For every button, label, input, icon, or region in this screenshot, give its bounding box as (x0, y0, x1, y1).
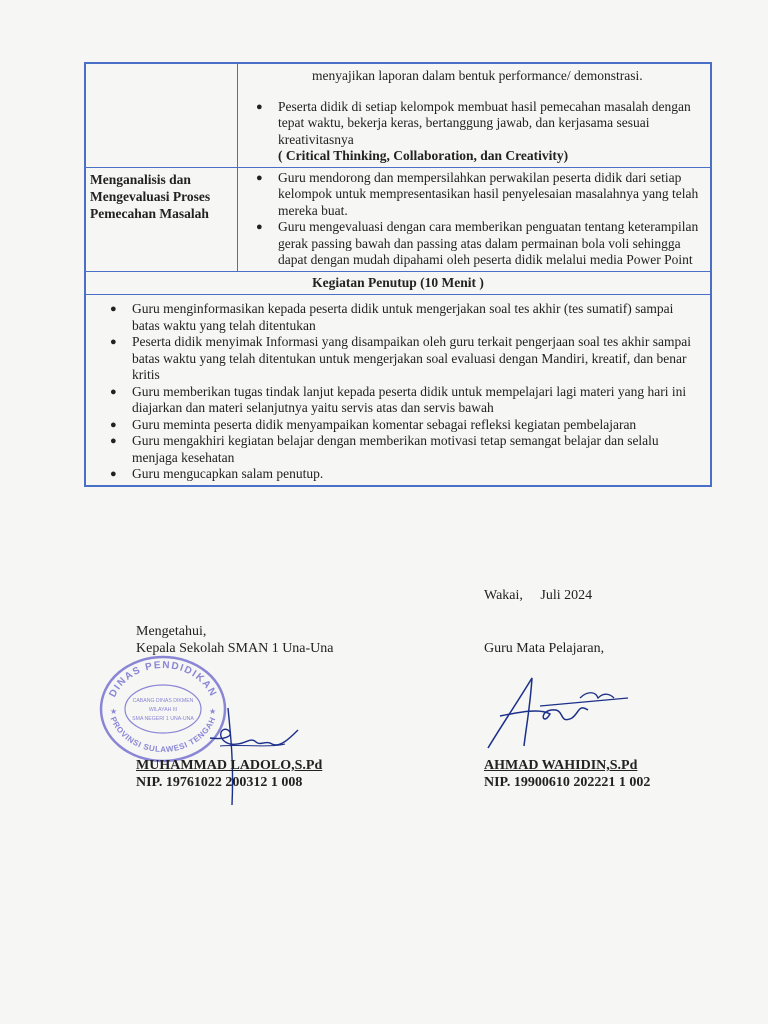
teacher-name: AHMAD WAHIDIN,S.Pd (484, 758, 638, 773)
known-label: Mengetahui, (136, 624, 207, 639)
table-row (86, 64, 710, 168)
stamp-line-2: WILAYAH III (148, 707, 178, 713)
place-date: Wakai, Juli 2024 (484, 588, 593, 603)
closing-title: Kegiatan Penutup (10 Menit ) (312, 274, 484, 290)
list-item-text: Peserta didik menyimak Informasi yang disampaikan oleh guru terkait pengerjaan soal tes akhir sampai batas waktu yang telah ditentukan untuk mengerjakan soal evaluasi dengan Mandiri, kreatif, dan benar kritis (132, 334, 691, 382)
list-item-text: Guru mengucapkan salam penutup. (132, 466, 324, 481)
bullet-icon: ● (256, 221, 263, 233)
table-row (86, 168, 710, 272)
list-item-text: Guru menginformasikan kepada peserta didik untuk mengerjakan soal tes akhir (tes sumatif) sampai batas waktu yang telah ditentukan (132, 301, 674, 333)
activity-list (252, 170, 704, 269)
list-item (252, 219, 704, 269)
list-item (106, 301, 704, 334)
teacher-nip: NIP. 19900610 202221 1 002 (484, 775, 651, 790)
bullet-icon: ● (110, 468, 117, 480)
list-item (106, 466, 704, 483)
teacher-role: Guru Mata Pelajaran, (484, 641, 605, 656)
list-item-text: Guru meminta peserta didik menyampaikan komentar sebagai refleksi kegiatan pembelajaran (132, 416, 637, 432)
list-item-text: Guru mengakhiri kegiatan belajar dengan memberikan motivasi tetap semangat belajar dan selalu menjaga kesehatan (132, 433, 659, 465)
list-item-text: Peserta didik di setiap kelompok membuat hasil pemecahan masalah dengan tepat waktu, bekerja keras, bertanggung jawab, dan kerjasama sesuai kreativitasnya (278, 98, 691, 147)
bullet-icon: ● (110, 336, 117, 348)
bullet-icon: ● (110, 435, 117, 447)
star-icon: ★ (209, 707, 217, 716)
list-item (106, 384, 704, 417)
list-item (106, 433, 704, 466)
bullet-icon: ● (256, 100, 263, 113)
activity-list (252, 99, 704, 149)
list-item (106, 334, 704, 384)
teacher-signature (480, 668, 630, 758)
headmaster-signature (190, 700, 310, 810)
activity-cell (238, 64, 710, 167)
star-icon: ★ (110, 707, 118, 716)
closing-cell (86, 295, 710, 485)
bullet-icon: ● (110, 418, 117, 431)
list-item-text: Guru mengevaluasi dengan cara memberikan penguatan tentang keterampilan gerak passing bawah dan passing atas dalam permainan bola voli sehingga dapat dengan mudah dipahami oleh peserta didik melalui media Power Point (278, 219, 699, 267)
continuation-text: menyajikan laporan dalam bentuk performance/ demonstrasi. (312, 68, 643, 83)
headmaster-role: Kepala Sekolah SMAN 1 Una-Una (136, 641, 334, 656)
activity-table (84, 62, 712, 487)
skills-text: ( Critical Thinking, Collaboration, dan Creativity) (278, 148, 569, 163)
list-item (252, 99, 704, 149)
closing-list (106, 301, 704, 483)
phase-cell: Menganalisis dan Mengevaluasi Proses Pemecahan Masalah (86, 168, 238, 271)
svg-text:DINAS PENDIDIKAN (107, 660, 218, 699)
table-row (86, 295, 710, 485)
stamp-outer-bottom: PROVINSI SULAWESI TENGAH (108, 715, 218, 755)
stamp-line-1: CABANG DINAS DIKMEN (132, 698, 194, 704)
stamp-line-3: SMA NEGERI 1 UNA-UNA (132, 716, 194, 722)
activity-cell (238, 168, 710, 271)
list-item-text: Guru mendorong dan mempersilahkan perwakilan peserta didik dari setiap kelompok untuk mempresentasikan hasil penyelesaian masalahnya yang telah mereka buat. (278, 169, 699, 218)
phase-cell-empty (86, 64, 238, 167)
list-item (106, 417, 704, 434)
bullet-icon: ● (110, 385, 117, 398)
bullet-icon: ● (110, 303, 117, 315)
headmaster-nip: NIP. 19761022 200312 1 008 (136, 775, 303, 790)
stamp-outer-top: DINAS PENDIDIKAN (107, 659, 219, 700)
list-item-text: Guru memberikan tugas tindak lanjut kepada peserta didik untuk mempelajari lagi materi yang hari ini diajarkan dan materi selanjutnya yaitu servis atas dan servis bawah (132, 383, 687, 415)
list-item (252, 170, 704, 220)
bullet-icon: ● (256, 171, 263, 184)
table-row (86, 272, 710, 296)
headmaster-name: MUHAMMAD LADOLO,S.Pd (136, 758, 323, 773)
